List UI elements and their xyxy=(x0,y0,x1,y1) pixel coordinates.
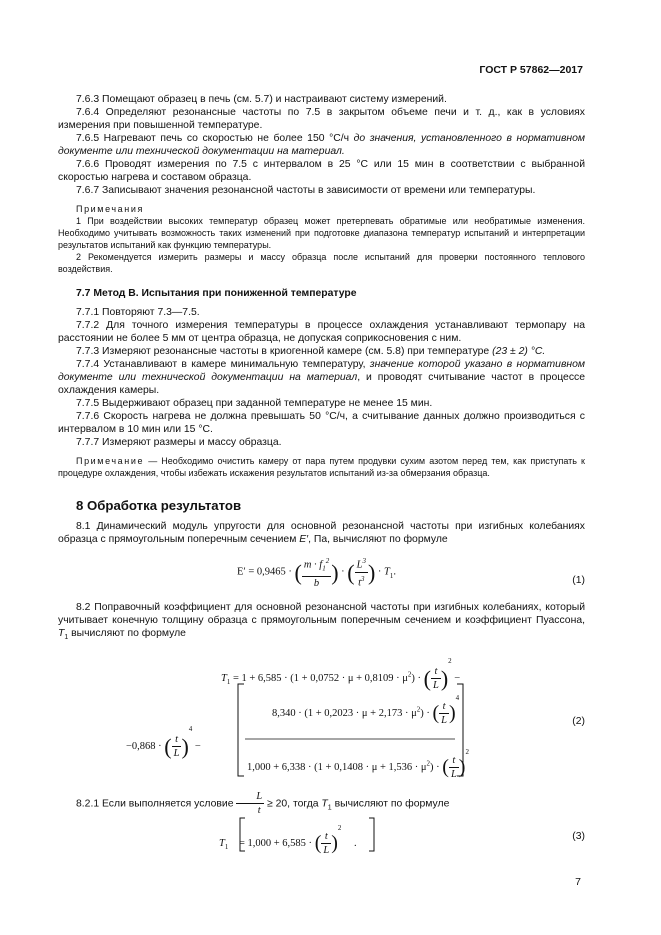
para-7-6-4: 7.6.4 Определяют резонансные частоты по 7.5 в закрытом объеме печи и т. д., как в условиях измерения при повышенной температуре. xyxy=(58,107,585,131)
note-1: 1 При воздействии высоких температур образец может претерпевать обратимые или необратимые изменения. Необходимо учитывать возможность таких изменений при подготовке диапазона температур испытаний и интерпретации результатов испытаний как функцию температуры. xyxy=(58,216,585,250)
eq3-sq: 2 xyxy=(337,824,342,832)
para-8-2-tail: вычисляют по формуле xyxy=(68,628,186,639)
symbol-t1: T xyxy=(58,628,65,639)
eq2-den-sq2: 2 xyxy=(465,748,469,756)
equation-2-line-1: $T_1 = 1 + 6,585 \cdot (1 + 0,0752 \cdot \mu + 0,8109 \cdot \mu^2)$ · ( $\frac{t}{L}$ )$^2$ − xyxy=(221,657,461,692)
eq2-l1-L: L xyxy=(432,680,439,692)
para-7-7-3-text: 7.7.3 Измеряют резонансные частоты в криогенной камере (см. 5.8) при температуре xyxy=(76,346,493,357)
para-7-7-3-italic: (23 ± 2) °С. xyxy=(492,346,546,357)
eq1-dot: · xyxy=(341,566,345,578)
equation-1: E′ = 0,9465 · ( $\frac{m \cdot f_1^2}{b}$ ) · ( $\frac{L^3}{t^3}$ ) · $T_1$. xyxy=(237,557,397,589)
eq2-num-a: 8,340 · (1 + 0,2023 · μ + 2,173 · μ xyxy=(272,708,417,719)
eq2-l2-t: t xyxy=(172,733,182,747)
para-7-7-4-text: 7.7.4 Устанавливают в камере минимальную температуру, xyxy=(76,359,370,370)
para-7-7-2: 7.7.2 Для точного измерения температуры в процессе охлаждения устанавливают термопару на расстоянии не более 5 мм от центра образца, не допуская соприкосновения с ним. xyxy=(58,320,585,344)
eq2-l1-sq2: 2 xyxy=(448,657,452,665)
eq2-l2-four: 4 xyxy=(188,725,193,733)
para-8-1-text: 8.1 Динамический модуль упругости для основной резонансной частоты при изгибных колебаниях образца с прямоугольным поперечным сечением xyxy=(58,521,585,545)
para-8-2-1-text: 8.2.1 Если выполняется условие xyxy=(76,798,237,810)
equation-3: $T_1 = 1,000 + 6,585$ · ( $\frac{t}{L}$ )$^2$ . xyxy=(219,824,357,857)
eq2-lhs-sub: 1 xyxy=(226,678,231,687)
eq1-t: t xyxy=(358,577,361,589)
eqnum-1: (1) xyxy=(572,575,585,586)
para-8-2-1-mid: ≥ 20, тогда xyxy=(264,798,322,810)
eq2-right-bracket xyxy=(457,684,463,776)
para-7-7-4-italic: значение которой указано в нормативном документе или технической документации на материал xyxy=(58,359,585,383)
para-7-6-3: 7.6.3 Помещают образец в печь (см. 5.7) и настраивают систему измерений. xyxy=(76,94,447,105)
eq1-end: . xyxy=(393,566,397,578)
para-7-7-6: 7.7.6 Скорость нагрева не должна превышать 50 °С/ч, а считывание данных должно производиться с интервалом в 10 мин или 15 °С. xyxy=(58,411,585,435)
standard-header: ГОСТ Р 57862—2017 xyxy=(479,64,583,76)
para-7-6-6: 7.6.6 Проводят измерения по 7.5 с интервалом в 25 °С или 15 мин в соответствии с выбранной скоростью нагрева и составом образца. xyxy=(58,159,585,183)
eq2-num-b: ) · xyxy=(420,708,433,719)
symbol-e-prime: E′ xyxy=(299,534,309,545)
eq2-left-bracket xyxy=(238,684,244,776)
eq2-l2-minus: − xyxy=(194,741,201,752)
eq3-lhs: T xyxy=(219,838,225,849)
eqnum-3: (3) xyxy=(572,831,585,842)
para-8-1-tail: , Па, вычисляют по формуле xyxy=(308,534,448,545)
eq2-lhs: T xyxy=(221,673,227,684)
eq1-den: b xyxy=(313,577,320,589)
eq3-end: . xyxy=(354,838,357,849)
eq1-dot2: · xyxy=(377,566,382,578)
eq1-num-sub: 1 xyxy=(322,564,326,573)
eq2-fraction-denominator: $1,000 + 6,338 \cdot (1 + 0,1408 \cdot \mu + 1,536 \cdot \mu^2)$ · ( $\frac{t}{L}$ )$^2$ xyxy=(247,748,469,781)
symbol-t1-b-sub: 1 xyxy=(327,804,332,812)
eq2-l1-a: = 1 + 6,585 · (1 + 0,0752 · μ + 0,8109 · μ xyxy=(232,673,408,684)
eq2-num-four: 4 xyxy=(455,694,460,702)
eq2-l1-t: t xyxy=(431,665,441,679)
symbol-t1-b: T xyxy=(321,798,328,810)
eq1-l: L xyxy=(356,559,363,571)
notes-title: Примечания xyxy=(76,204,144,214)
eq2-den-b: ) · xyxy=(430,762,443,773)
eq3-L: L xyxy=(323,845,330,857)
note-3-title: Примечание xyxy=(76,456,145,466)
page-number: 7 xyxy=(575,876,581,888)
eq3-right-bracket xyxy=(369,818,374,851)
para-7-6-5-text: 7.6.5 Нагревают печь со скоростью не более 150 °С/ч xyxy=(76,133,354,144)
cond-L: L xyxy=(236,790,264,804)
eq2-num-t: t xyxy=(439,700,449,714)
eq3-t: t xyxy=(321,830,331,844)
heading-7-7: 7.7 Метод В. Испытания при пониженной температуре xyxy=(76,288,357,299)
eq2-den-a: 1,000 + 6,338 · (1 + 0,1408 · μ + 1,536 · μ xyxy=(247,762,427,773)
eq1-t-sup: 3 xyxy=(361,574,365,583)
eq2-den-t: t xyxy=(449,754,459,768)
eq2-l2-lhs: −0,868 · xyxy=(126,741,162,752)
note-3-text: — Необходимо очистить камеру от пара путем продувки сухим азотом перед тем, как приступать к процедуре охлаждения, чтобы избежать искажения результатов испытаний из-за обмерзания образца. xyxy=(58,456,585,478)
eqnum-2: (2) xyxy=(572,716,585,727)
eq1-t1-sub: 1 xyxy=(389,571,394,580)
eq1-num: m · f xyxy=(303,559,323,571)
para-8-2-1 xyxy=(58,790,585,817)
eq1-num-sup: 2 xyxy=(325,557,330,565)
equation-2-line-2-start: −0,868 · ( $\frac{t}{L}$ )$^4$ − xyxy=(126,725,201,760)
eq3-a: = 1,000 + 6,585 · xyxy=(238,838,313,849)
symbol-t1-sub: 1 xyxy=(64,634,69,642)
para-8-2-text: 8.2 Поправочный коэффициент для основной резонансной частоты при изгибных колебаниях, который учитывает конечную толщину образца с прямоугольным поперечным сечением и коэффициент Пуассона, xyxy=(58,602,585,626)
para-8-2-1-tail: вычисляют по формуле xyxy=(331,798,450,810)
eq2-num-L: L xyxy=(441,715,447,727)
para-7-7-5: 7.7.5 Выдерживают образец при заданной температуре не менее 15 мин. xyxy=(76,398,433,409)
para-7-7-4-tail: , и проводят считывание частот в процессе охлаждения камеры. xyxy=(58,372,586,396)
para-7-6-5-italic: до значения, установленного в нормативном документе или технической документации на материал. xyxy=(58,133,585,157)
note-2: 2 Рекомендуется измерить размеры и массу образца после испытаний для проверки постоянного теплового воздействия. xyxy=(58,252,585,274)
para-7-7-7: 7.7.7 Измеряют размеры и массу образца. xyxy=(76,437,282,448)
eq1-l-sup: 3 xyxy=(362,557,366,566)
eq3-lhs-sub: 1 xyxy=(224,843,229,852)
eq2-l1-b: ) · xyxy=(411,673,424,684)
para-7-6-7: 7.6.7 Записывают значения резонансной частоты в зависимости от времени или температуры. xyxy=(76,185,536,196)
eq2-l1-sq: 2 xyxy=(407,670,412,679)
eq1-t1: T xyxy=(384,566,390,578)
eq2-l2-L: L xyxy=(173,748,180,760)
eq2-l1-end: − xyxy=(454,673,461,684)
para-7-7-1: 7.7.1 Повторяют 7.3—7.5. xyxy=(76,307,200,318)
cond-t: t xyxy=(257,805,261,816)
eq2-num-sq: 2 xyxy=(416,705,421,714)
eq2-fraction-numerator: $8,340 \cdot (1 + 0,2023 \cdot \mu + 2,173 \cdot \mu^2)$ · ( $\frac{t}{L}$ )$^4$ xyxy=(272,694,460,727)
eq2-den-L: L xyxy=(450,769,457,781)
eq2-den-sq: 2 xyxy=(426,759,431,768)
eq1-lhs: E′ = 0,9465 · xyxy=(237,566,292,578)
heading-8: 8 Обработка результатов xyxy=(76,498,242,513)
